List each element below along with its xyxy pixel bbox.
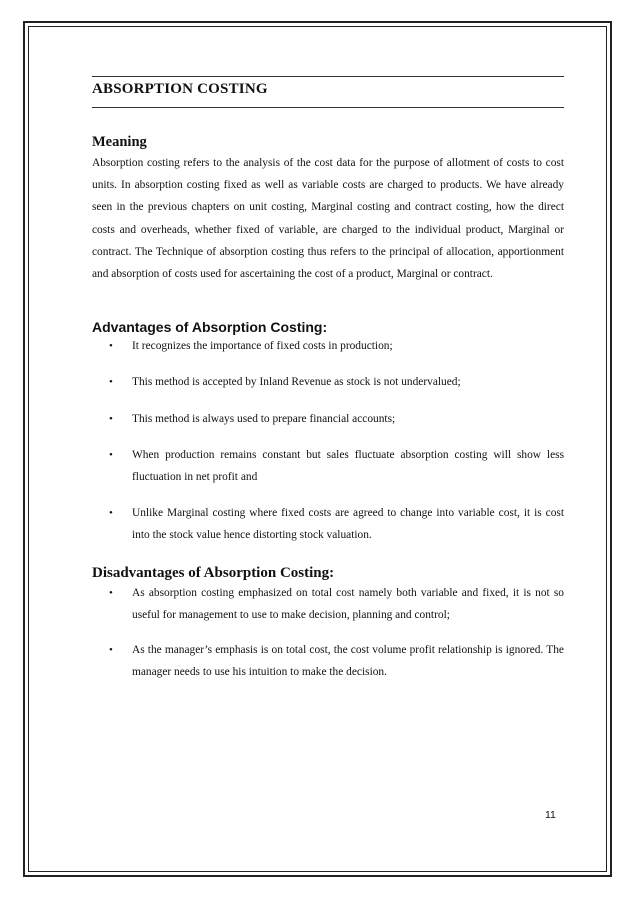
disadvantages-list xyxy=(92,582,564,684)
list-item xyxy=(92,639,564,683)
bullet-icon: • xyxy=(109,448,113,461)
page-number: 11 xyxy=(545,809,556,821)
list-item-text: It recognizes the importance of fixed costs in production; xyxy=(132,340,393,353)
list-item xyxy=(92,444,564,488)
meaning-paragraph: Absorption costing refers to the analysis of the cost data for the purpose of allotment of costs to cost units. In absorption costing fixed as well as variable costs are charged to products. We have already seen in the previous chapters on unit costing, Marginal costing and contract costing, how the direct costs and overheads, whether fixed of variable, are charged to the individual product, Marginal or contract. The Technique of absorption costing thus refers to the principal of allocation, apportionment and absorption of costs used for ascertaining the cost of a product, Marginal or contract. xyxy=(92,157,564,281)
disadvantages-heading: Disadvantages of Absorption Costing: xyxy=(92,564,335,581)
advantages-heading: Advantages of Absorption Costing: xyxy=(92,319,328,336)
advantages-list xyxy=(92,335,564,546)
bullet-icon: • xyxy=(109,644,113,657)
bullet-icon: • xyxy=(109,340,113,353)
list-item xyxy=(92,502,564,546)
bullet-icon: • xyxy=(109,507,113,520)
list-item xyxy=(92,408,564,430)
list-item xyxy=(92,371,564,393)
list-item xyxy=(92,335,564,357)
list-item-text: Unlike Marginal costing where fixed costs are agreed to change into variable cost, it is cost into the stock value hence distorting stock valuation. xyxy=(132,507,564,542)
list-item-text: As the manager’s emphasis is on total cost, the cost volume profit relationship is ignored. The manager needs to use his intuition to make the decision. xyxy=(132,644,564,679)
page-title: ABSORPTION COSTING xyxy=(92,81,268,97)
document-body xyxy=(92,76,564,696)
list-item-text: This method is always used to prepare financial accounts; xyxy=(132,412,396,425)
title-bottom-rule xyxy=(92,107,564,108)
bullet-icon: • xyxy=(109,586,113,599)
list-item-text: As absorption costing emphasized on total cost namely both variable and fixed, it is not so useful for management to use to make decision, planning and control; xyxy=(132,586,564,621)
list-item-text: This method is accepted by Inland Revenue as stock is not undervalued; xyxy=(132,376,461,389)
list-item-text: When production remains constant but sales fluctuate absorption costing will show less fluctuation in net profit and xyxy=(132,448,564,484)
bullet-icon: • xyxy=(109,376,113,389)
list-item xyxy=(92,582,564,626)
meaning-heading: Meaning xyxy=(92,134,147,150)
bullet-icon: • xyxy=(109,412,113,425)
